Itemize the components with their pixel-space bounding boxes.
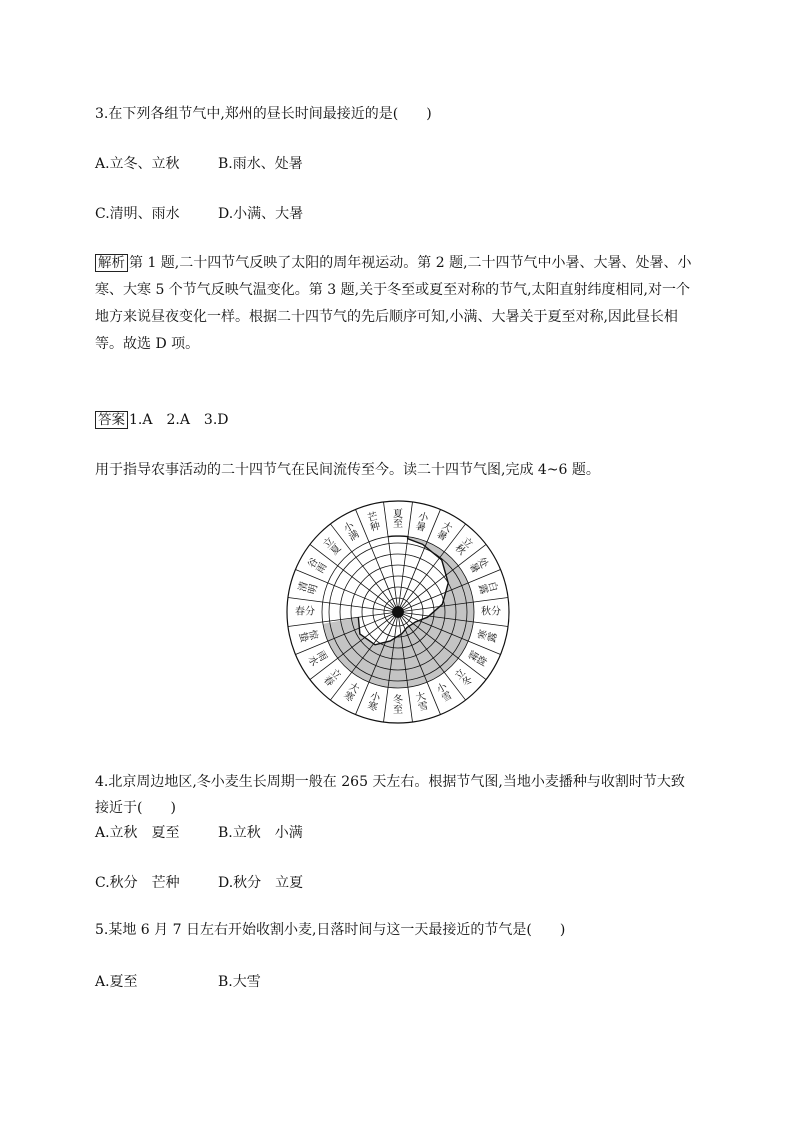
analysis-line-3: 地方来说昼夜变化一样。根据二十四节气的先后顺序可知,小满、大暑关于夏至对称,因此昼长相 [95,309,678,325]
intro-text: 用于指导农事活动的二十四节气在民间流传至今。读二十四节气图,完成 4~6 题。 [95,462,600,478]
diagram-grid [287,501,509,723]
q5-options-row [95,972,261,992]
solar-term-label: 夏至 [393,508,403,530]
q3-option-d: D.小满、大暑 [218,206,304,222]
solar-term-label: 芒种 [366,510,382,534]
q4-option-a: A.立秋 夏至 [95,825,180,841]
solar-term-label: 大寒 [341,680,362,705]
solar-term-label: 惊蛰 [296,628,320,644]
solar-terms-diagram [286,500,510,724]
center-dot [392,606,404,618]
q4-option-b: B.立秋 小满 [218,825,303,841]
solar-term-label: 冬至 [393,694,403,716]
solar-term-label: 雨水 [305,648,330,669]
solar-term-label: 立夏 [321,535,344,558]
solar-term-label: 小满 [341,519,362,544]
sector-line [310,544,393,608]
q4-stem-line-2: 接近于( ) [95,800,176,816]
solar-term-label: 谷雨 [305,555,330,576]
solar-term-label: 霜降 [466,648,491,669]
analysis-tag: 解析 [95,254,128,272]
q5-option-a: A.夏至 [95,974,138,990]
q4-stem-line-1: 4.北京周边地区,冬小麦生长周期一般在 265 天左右。根据节气图,当地小麦播种与收割时节大致 [95,774,685,790]
solar-term-label: 立冬 [452,666,475,689]
solar-term-label: 春分 [295,606,315,618]
solar-term-label: 大暑 [434,519,455,544]
q5-option-b: B.大雪 [218,974,261,990]
solar-term-label: 小雪 [434,680,455,705]
solar-term-label: 白露 [476,580,500,596]
q4-option-c: C.秋分 芒种 [95,875,180,891]
analysis-block [95,250,703,358]
q3-option-a: A.立冬、立秋 [95,156,180,172]
q3-stem: 3.在下列各组节气中,郑州的昼长时间最接近的是( ) [95,106,432,122]
q4-options-row-2 [95,873,303,893]
answer-text: 1.A 2.A 3.D [129,412,229,428]
solar-term-label: 寒露 [476,628,500,644]
q3-option-b: B.雨水、处暑 [218,156,303,172]
solar-term-label: 小暑 [414,510,430,534]
solar-term-label: 大雪 [414,690,430,714]
analysis-line-1: 解析 第 1 题,二十四节气反映了太阳的周年视运动。第 2 题,二十四节气中小暑、大暑、处暑、小 [95,250,703,277]
q4-options-row-1 [95,823,303,843]
q3-options-row-2 [95,204,303,224]
solar-term-label: 处暑 [466,555,491,576]
answer-tag: 答案 [95,411,128,429]
solar-term-label: 立秋 [452,535,475,558]
q5-stem: 5.某地 6 月 7 日左右开始收割小麦,日落时间与这一天最接近的节气是( ) [95,922,566,938]
sector-line [330,524,394,607]
q3-option-c: C.清明、雨水 [95,206,180,222]
q3-options-row-1 [95,154,303,174]
analysis-line-2: 寒、大寒 5 个节气反映气温变化。第 3 题,关于冬至或夏至对称的节气,太阳直射纬度相同,对一个 [95,282,690,298]
solar-term-label: 秋分 [481,606,501,618]
q4-option-d: D.秋分 立夏 [218,875,304,891]
answer-line [95,410,229,430]
analysis-line-4: 等。故选 D 项。 [95,336,200,352]
solar-term-label: 立春 [321,666,344,689]
solar-term-label: 小寒 [366,690,382,714]
solar-term-label: 清明 [296,580,320,596]
